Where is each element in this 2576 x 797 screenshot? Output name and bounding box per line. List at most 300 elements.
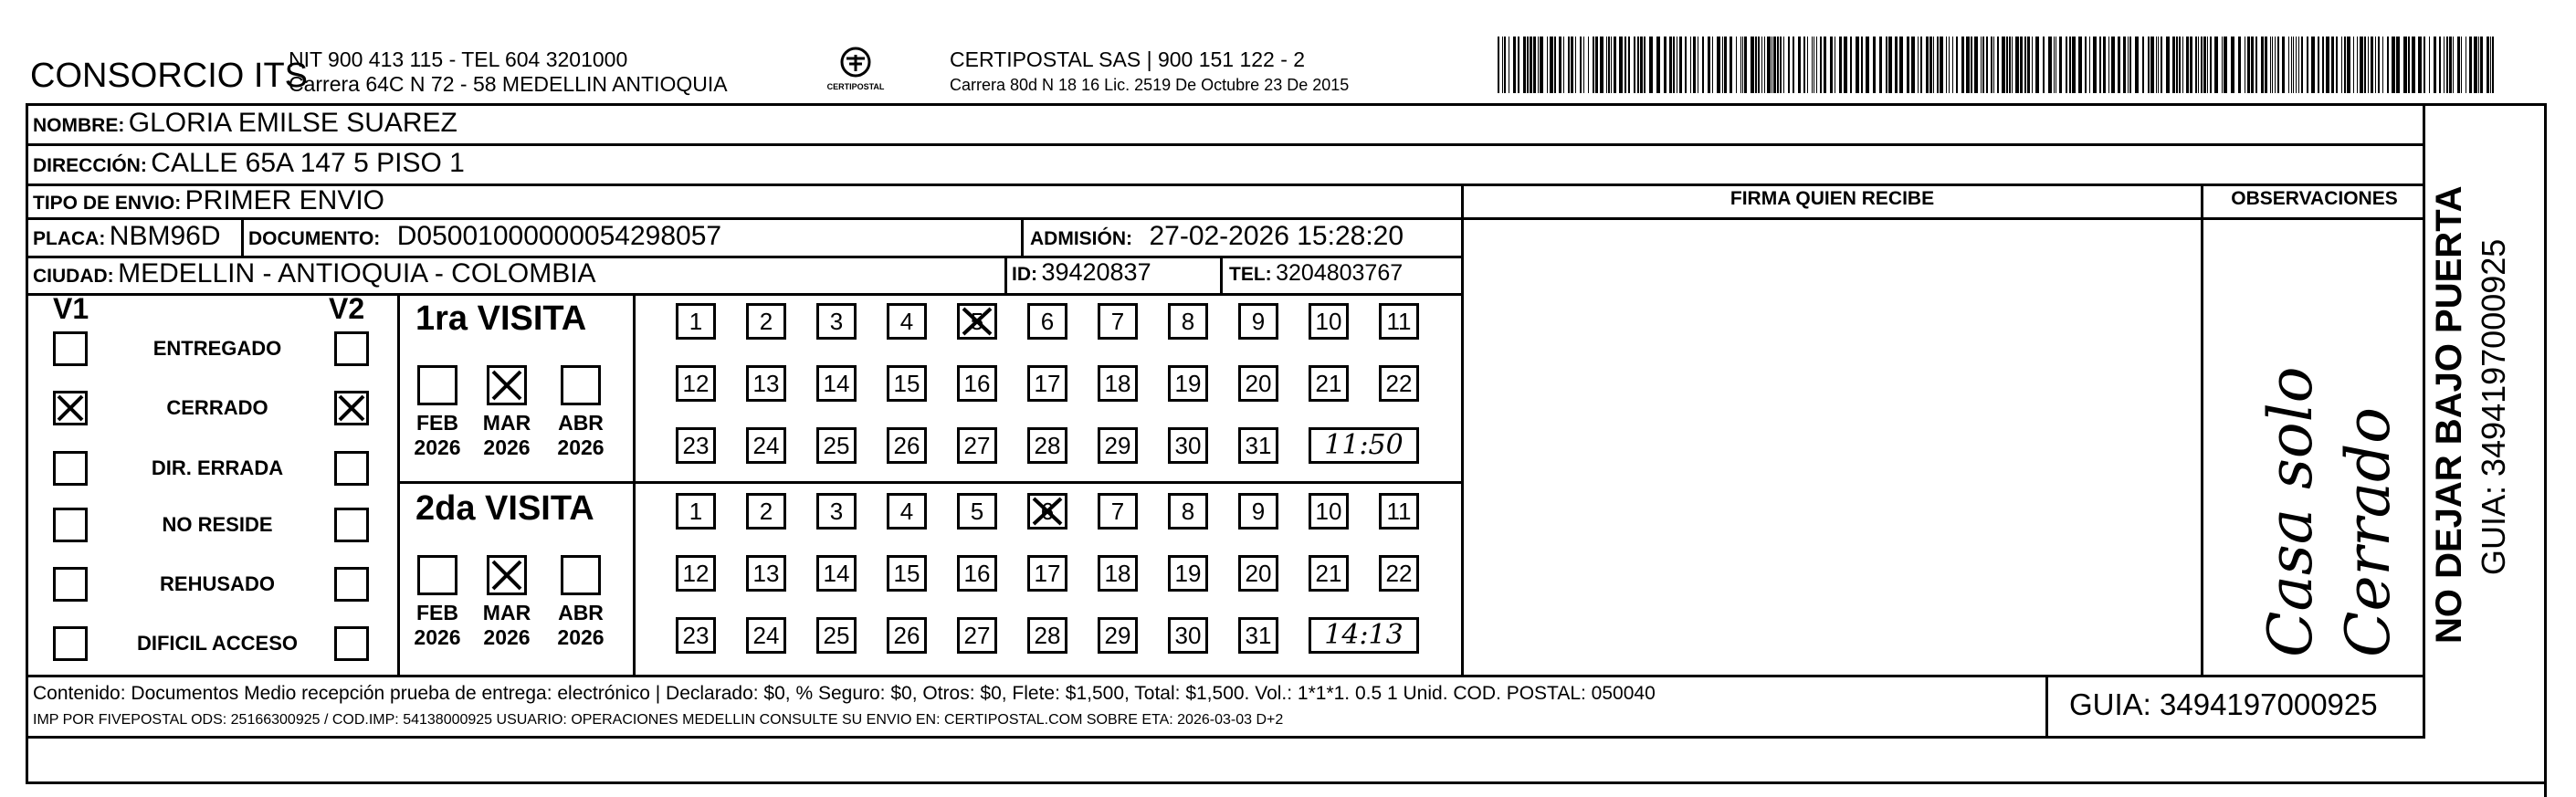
barcode-bar [2360, 37, 2363, 93]
documento-label: DOCUMENTO: [248, 228, 381, 249]
day-box[interactable]: 14 [816, 365, 857, 402]
status-label: CERRADO [166, 396, 268, 419]
observation-handwriting-1: Casa solo [2255, 366, 2326, 657]
barcode-bar [1895, 37, 1898, 93]
day-box[interactable]: 10 [1309, 493, 1349, 530]
barcode-bar [1664, 37, 1667, 93]
barcode-bar [1736, 37, 1737, 93]
barcode-bar [1614, 37, 1616, 93]
nombre-value: GLORIA EMILSE SUAREZ [128, 108, 457, 138]
barcode-bar [1624, 37, 1626, 93]
day-box[interactable]: 25 [816, 617, 857, 654]
barcode-bar [2093, 37, 2097, 93]
barcode-bar [1966, 37, 1970, 93]
day-box[interactable]: 29 [1098, 427, 1138, 464]
day-box[interactable]: 13 [746, 555, 786, 592]
barcode-bar [2032, 37, 2033, 93]
day-box[interactable]: 31 [1238, 617, 1278, 654]
barcode-bar [2480, 37, 2483, 93]
barcode-bar [2207, 37, 2208, 93]
day-box[interactable]: 7 [1098, 303, 1138, 340]
day-box[interactable]: 25 [816, 427, 857, 464]
status-label: NO RESIDE [162, 513, 273, 536]
day-box[interactable]: 9 [1238, 493, 1278, 530]
barcode-bar [2024, 37, 2026, 93]
month-name: ABR [558, 411, 604, 435]
company-nit-line: NIT 900 413 115 - TEL 604 3201000 [289, 47, 628, 71]
day-box[interactable]: 2 [746, 303, 786, 340]
barcode-bar [2322, 37, 2324, 93]
barcode-bar [1856, 37, 1859, 93]
tel-value: 3204803767 [1276, 260, 1404, 286]
barcode-bar [2176, 37, 2178, 93]
barcode-bar [1888, 37, 1892, 93]
day-box[interactable]: 30 [1168, 427, 1208, 464]
check-mark-icon [338, 394, 365, 422]
id-value: 39420837 [1041, 258, 1151, 286]
barcode [1498, 37, 2497, 93]
barcode-bar [1803, 37, 1805, 93]
barcode-bar [1712, 37, 1713, 93]
side-guia: GUIA: 3494197000925 [2475, 238, 2512, 575]
visit-time-box[interactable]: 11:50 [1309, 427, 1419, 464]
barcode-bar [1971, 37, 1972, 93]
barcode-bar [1619, 37, 1623, 93]
documento-value: D05001000000054298057 [396, 221, 722, 251]
footer-imp: IMP POR FIVEPOSTAL ODS: 25166300925 / COD.IMP: 54138000925 USUARIO: OPERACIONES MEDELLIN CONSULTE SU ENVIO EN: CERTIPOSTAL.COM SOBRE ETA: 2026-03-03 D+2 [33, 712, 1284, 728]
barcode-bar [1873, 37, 1876, 93]
barcode-bar [2135, 37, 2139, 93]
day-box[interactable]: 17 [1027, 365, 1067, 402]
v1-checkbox-4[interactable] [53, 567, 88, 602]
barcode-bar [1498, 37, 1499, 93]
barcode-bar [1767, 37, 1771, 93]
month-name: MAR [482, 601, 531, 624]
day-box[interactable]: 24 [746, 617, 786, 654]
month-checkbox-abr[interactable] [561, 365, 601, 405]
month-label [405, 601, 469, 650]
barcode-bar [1611, 37, 1612, 93]
barcode-bar [1593, 37, 1594, 93]
barcode-bar [1693, 37, 1696, 93]
day-box[interactable]: 20 [1238, 555, 1278, 592]
day-box[interactable]: 19 [1168, 555, 1208, 592]
barcode-bar [2009, 37, 2011, 93]
footer-contenido: Contenido: Documentos Medio recepción prueba de entrega: electrónico | Declarado: $0, % Seguro: $0, Otros: $0, Flete: $1,500, Total: $1,500. Vol.: 1*1*1. 0.5 1 Unid. COD. POSTAL: 050040 [33, 683, 1656, 704]
barcode-bar [2179, 37, 2181, 93]
day-box[interactable]: 16 [957, 555, 997, 592]
barcode-bar [1956, 37, 1958, 93]
direccion-label: DIRECCIÓN: [33, 155, 147, 176]
barcode-bar [2027, 37, 2030, 93]
v1-checkbox-2[interactable] [53, 451, 88, 486]
barcode-bar [2288, 37, 2289, 93]
barcode-bar [1850, 37, 1852, 93]
barcode-bar [2099, 37, 2101, 93]
check-mark-icon [962, 307, 993, 336]
barcode-bar [1933, 37, 1934, 93]
barcode-bar [1764, 37, 1765, 93]
barcode-bar [1991, 37, 1992, 93]
barcode-bar [1724, 37, 1727, 93]
v2-header: V2 [329, 292, 365, 325]
barcode-bar [1628, 37, 1630, 93]
barcode-bar [1761, 37, 1762, 93]
barcode-bar [2161, 37, 2162, 93]
day-box[interactable]: 24 [746, 427, 786, 464]
barcode-bar [2371, 37, 2373, 93]
day-box[interactable]: 3 [816, 493, 857, 530]
barcode-bar [2128, 37, 2129, 93]
day-box[interactable]: 28 [1027, 617, 1067, 654]
barcode-bar [2255, 37, 2257, 93]
month-year: 2026 [483, 435, 531, 459]
barcode-bar [2166, 37, 2170, 93]
barcode-bar [2118, 37, 2120, 93]
barcode-bar [1879, 37, 1882, 93]
barcode-bar [1575, 37, 1576, 93]
day-box[interactable]: 4 [887, 303, 927, 340]
barcode-bar [2072, 37, 2076, 93]
barcode-bar [1595, 37, 1598, 93]
barcode-bar [2449, 37, 2452, 93]
v2-checkbox-0[interactable] [334, 331, 369, 366]
barcode-bar [2231, 37, 2234, 93]
month-checkbox-feb[interactable] [417, 555, 457, 595]
barcode-bar [2006, 37, 2008, 93]
barcode-bar [1780, 37, 1782, 93]
barcode-bar [1637, 37, 1639, 93]
barcode-bar [2002, 37, 2005, 93]
barcode-bar [1527, 37, 1529, 93]
barcode-bar [2015, 37, 2019, 93]
day-box[interactable]: 11 [1379, 493, 1419, 530]
nombre-field [33, 108, 457, 139]
barcode-bar [2429, 37, 2430, 93]
day-box[interactable]: 27 [957, 617, 997, 654]
barcode-bar [2474, 37, 2477, 93]
day-box[interactable]: 13 [746, 365, 786, 402]
barcode-bar [2142, 37, 2144, 93]
barcode-bar [2035, 37, 2039, 93]
barcode-bar [2272, 37, 2273, 93]
check-mark-icon [57, 394, 84, 422]
month-label [475, 601, 539, 650]
barcode-bar [1649, 37, 1653, 93]
barcode-bar [1600, 37, 1603, 93]
barcode-bar [2396, 37, 2400, 93]
barcode-bar [1502, 37, 1503, 93]
v1-checkbox-5[interactable] [53, 626, 88, 661]
firma-header: FIRMA QUIEN RECIBE [1730, 188, 1935, 209]
check-mark-icon [491, 560, 522, 591]
barcode-graphic [1498, 37, 2497, 93]
barcode-bar [2108, 37, 2109, 93]
barcode-bar [2111, 37, 2115, 93]
barcode-bar [2261, 37, 2264, 93]
barcode-bar [2156, 37, 2157, 93]
barcode-bar [2461, 37, 2462, 93]
day-box[interactable]: 9 [1238, 303, 1278, 340]
v1-checkbox-3[interactable] [53, 508, 88, 542]
barcode-bar [2336, 37, 2338, 93]
day-box[interactable]: 18 [1098, 365, 1138, 402]
admision-field [1030, 221, 1404, 252]
barcode-bar [1673, 37, 1675, 93]
barcode-bar [1940, 37, 1943, 93]
day-box[interactable]: 6 [1027, 303, 1067, 340]
day-box[interactable]: 15 [887, 365, 927, 402]
barcode-bar [2296, 37, 2297, 93]
v1-header: V1 [53, 292, 89, 325]
barcode-bar [1690, 37, 1691, 93]
barcode-bar [2069, 37, 2071, 93]
barcode-bar [1568, 37, 1570, 93]
barcode-bar [2353, 37, 2354, 93]
barcode-bar [1997, 37, 1999, 93]
barcode-bar [2059, 37, 2062, 93]
v2-checkbox-3[interactable] [334, 508, 369, 542]
barcode-bar [2487, 37, 2489, 93]
barcode-bar [2103, 37, 2106, 93]
barcode-bar [2453, 37, 2454, 93]
barcode-bar [1824, 37, 1826, 93]
day-box[interactable]: 21 [1309, 365, 1349, 402]
barcode-bar [2446, 37, 2448, 93]
day-box[interactable]: 22 [1379, 365, 1419, 402]
placa-value: NBM96D [109, 221, 221, 251]
barcode-bar [1982, 37, 1984, 93]
barcode-bar [1981, 37, 1982, 93]
barcode-bar [1783, 37, 1784, 93]
day-box[interactable]: 8 [1168, 303, 1208, 340]
barcode-bar [2318, 37, 2319, 93]
barcode-bar [1946, 37, 1947, 93]
barcode-bar [1730, 37, 1732, 93]
direccion-field [33, 148, 465, 179]
day-box[interactable]: 21 [1309, 555, 1349, 592]
barcode-bar [1523, 37, 1526, 93]
barcode-bar [1777, 37, 1779, 93]
certipostal-logo-icon [826, 44, 885, 99]
day-box[interactable]: 12 [676, 555, 716, 592]
barcode-bar [2282, 37, 2285, 93]
barcode-bar [2277, 37, 2279, 93]
footer-guia: GUIA: 3494197000925 [2069, 687, 2378, 721]
barcode-bar [2020, 37, 2023, 93]
visit-time-box[interactable]: 14:13 [1309, 617, 1419, 654]
check-mark-icon [491, 370, 522, 401]
barcode-bar [2172, 37, 2175, 93]
ciudad-label: CIUDAD: [33, 266, 114, 287]
barcode-bar [2150, 37, 2154, 93]
barcode-bar [2182, 37, 2183, 93]
observaciones-header: OBSERVACIONES [2231, 188, 2398, 209]
barcode-bar [1798, 37, 1801, 93]
barcode-bar [1839, 37, 1842, 93]
barcode-bar [1812, 37, 1813, 93]
barcode-bar [2201, 37, 2203, 93]
day-box[interactable]: 30 [1168, 617, 1208, 654]
barcode-bar [1550, 37, 1553, 93]
barcode-bar [2392, 37, 2395, 93]
tipo-envio-value: PRIMER ENVIO [184, 185, 385, 215]
v2-checkbox-5[interactable] [334, 626, 369, 661]
day-box[interactable]: 1 [676, 303, 716, 340]
v2-checkbox-4[interactable] [334, 567, 369, 602]
barcode-bar [1518, 37, 1519, 93]
day-box[interactable]: 4 [887, 493, 927, 530]
day-box[interactable]: 2 [746, 493, 786, 530]
barcode-bar [1986, 37, 1988, 93]
day-box[interactable]: 26 [887, 617, 927, 654]
barcode-bar [1504, 37, 1506, 93]
barcode-bar [2148, 37, 2150, 93]
barcode-bar [1911, 37, 1915, 93]
barcode-bar [2378, 37, 2380, 93]
barcode-bar [1974, 37, 1978, 93]
day-box[interactable]: 28 [1027, 427, 1067, 464]
v2-checkbox-2[interactable] [334, 451, 369, 486]
barcode-bar [1554, 37, 1556, 93]
day-box[interactable]: 20 [1238, 365, 1278, 402]
barcode-bar [2341, 37, 2342, 93]
barcode-bar [2492, 37, 2494, 93]
barcode-bar [2054, 37, 2055, 93]
barcode-bar [2364, 37, 2366, 93]
day-box[interactable]: 17 [1027, 555, 1067, 592]
barcode-bar [2089, 37, 2090, 93]
barcode-bar [1634, 37, 1635, 93]
barcode-bar [1807, 37, 1808, 93]
barcode-bar [1788, 37, 1790, 93]
barcode-bar [1920, 37, 1922, 93]
barcode-bar [1744, 37, 1747, 93]
barcode-bar [2469, 37, 2472, 93]
observation-handwriting-2: Cerrado [2333, 407, 2403, 657]
barcode-bar [1899, 37, 1903, 93]
barcode-bar [2368, 37, 2369, 93]
barcode-bar [1547, 37, 1548, 93]
day-box[interactable]: 26 [887, 427, 927, 464]
barcode-bar [2307, 37, 2308, 93]
barcode-bar [2043, 37, 2045, 93]
barcode-bar [2291, 37, 2292, 93]
day-box[interactable]: 8 [1168, 493, 1208, 530]
barcode-bar [2382, 37, 2383, 93]
license-line: Carrera 80d N 18 16 Lic. 2519 De Octubre 23 De 2015 [950, 76, 1350, 94]
day-box[interactable]: 23 [676, 617, 716, 654]
day-box[interactable]: 16 [957, 365, 997, 402]
check-mark-icon [1032, 497, 1063, 526]
day-box[interactable]: 7 [1098, 493, 1138, 530]
day-box[interactable]: 23 [676, 427, 716, 464]
day-box[interactable]: 6 [1027, 493, 1067, 530]
month-year: 2026 [414, 435, 461, 459]
barcode-bar [2158, 37, 2159, 93]
v1-checkbox-0[interactable] [53, 331, 88, 366]
barcode-bar [1588, 37, 1589, 93]
day-box[interactable]: 29 [1098, 617, 1138, 654]
barcode-bar [2195, 37, 2197, 93]
day-box[interactable]: 27 [957, 427, 997, 464]
barcode-bar [1751, 37, 1754, 93]
barcode-bar [1816, 37, 1817, 93]
barcode-bar [2085, 37, 2087, 93]
day-box[interactable]: 31 [1238, 427, 1278, 464]
day-box[interactable]: 10 [1309, 303, 1349, 340]
month-name: ABR [558, 601, 604, 624]
day-box[interactable]: 18 [1098, 555, 1138, 592]
documento-field [248, 221, 721, 252]
barcode-bar [1580, 37, 1582, 93]
id-label: ID: [1012, 264, 1037, 285]
barcode-bar [2251, 37, 2254, 93]
day-box[interactable]: 1 [676, 493, 716, 530]
barcode-bar [1993, 37, 1994, 93]
barcode-bar [2210, 37, 2212, 93]
day-box[interactable]: 11 [1379, 303, 1419, 340]
barcode-bar [2375, 37, 2376, 93]
day-box[interactable]: 14 [816, 555, 857, 592]
barcode-bar [1656, 37, 1660, 93]
id-field [1012, 258, 1151, 287]
barcode-bar [1844, 37, 1847, 93]
barcode-bar [1740, 37, 1741, 93]
barcode-bar [2412, 37, 2415, 93]
barcode-bar [2238, 37, 2241, 93]
barcode-bar [2418, 37, 2422, 93]
visit-title: 1ra VISITA [415, 299, 587, 338]
barcode-bar [2048, 37, 2052, 93]
barcode-bar [1679, 37, 1682, 93]
barcode-bar [1559, 37, 1561, 93]
tel-label: TEL: [1229, 264, 1272, 285]
month-checkbox-feb[interactable] [417, 365, 457, 405]
day-box[interactable]: 15 [887, 555, 927, 592]
barcode-bar [2190, 37, 2192, 93]
barcode-bar [1907, 37, 1909, 93]
day-box[interactable]: 5 [957, 493, 997, 530]
barcode-bar [1866, 37, 1869, 93]
barcode-bar [2301, 37, 2303, 93]
month-year: 2026 [414, 625, 461, 649]
barcode-bar [2123, 37, 2126, 93]
month-checkbox-abr[interactable] [561, 555, 601, 595]
barcode-bar [2293, 37, 2294, 93]
day-box[interactable]: 12 [676, 365, 716, 402]
barcode-bar [2265, 37, 2267, 93]
day-box[interactable]: 3 [816, 303, 857, 340]
barcode-bar [1530, 37, 1532, 93]
barcode-bar [2331, 37, 2334, 93]
barcode-bar [2078, 37, 2082, 93]
barcode-bar [2247, 37, 2250, 93]
day-box[interactable]: 5 [957, 303, 997, 340]
barcode-bar [2214, 37, 2218, 93]
barcode-bar [1583, 37, 1584, 93]
company-address-line: Carrera 64C N 72 - 58 MEDELLIN ANTIOQUIA [289, 72, 728, 96]
barcode-bar [1820, 37, 1822, 93]
day-box[interactable]: 22 [1379, 555, 1419, 592]
barcode-bar [2326, 37, 2329, 93]
barcode-bar [2012, 37, 2013, 93]
day-box[interactable]: 19 [1168, 365, 1208, 402]
barcode-bar [2129, 37, 2131, 93]
barcode-bar [2311, 37, 2315, 93]
barcode-bar [1861, 37, 1863, 93]
barcode-bar [1708, 37, 1710, 93]
